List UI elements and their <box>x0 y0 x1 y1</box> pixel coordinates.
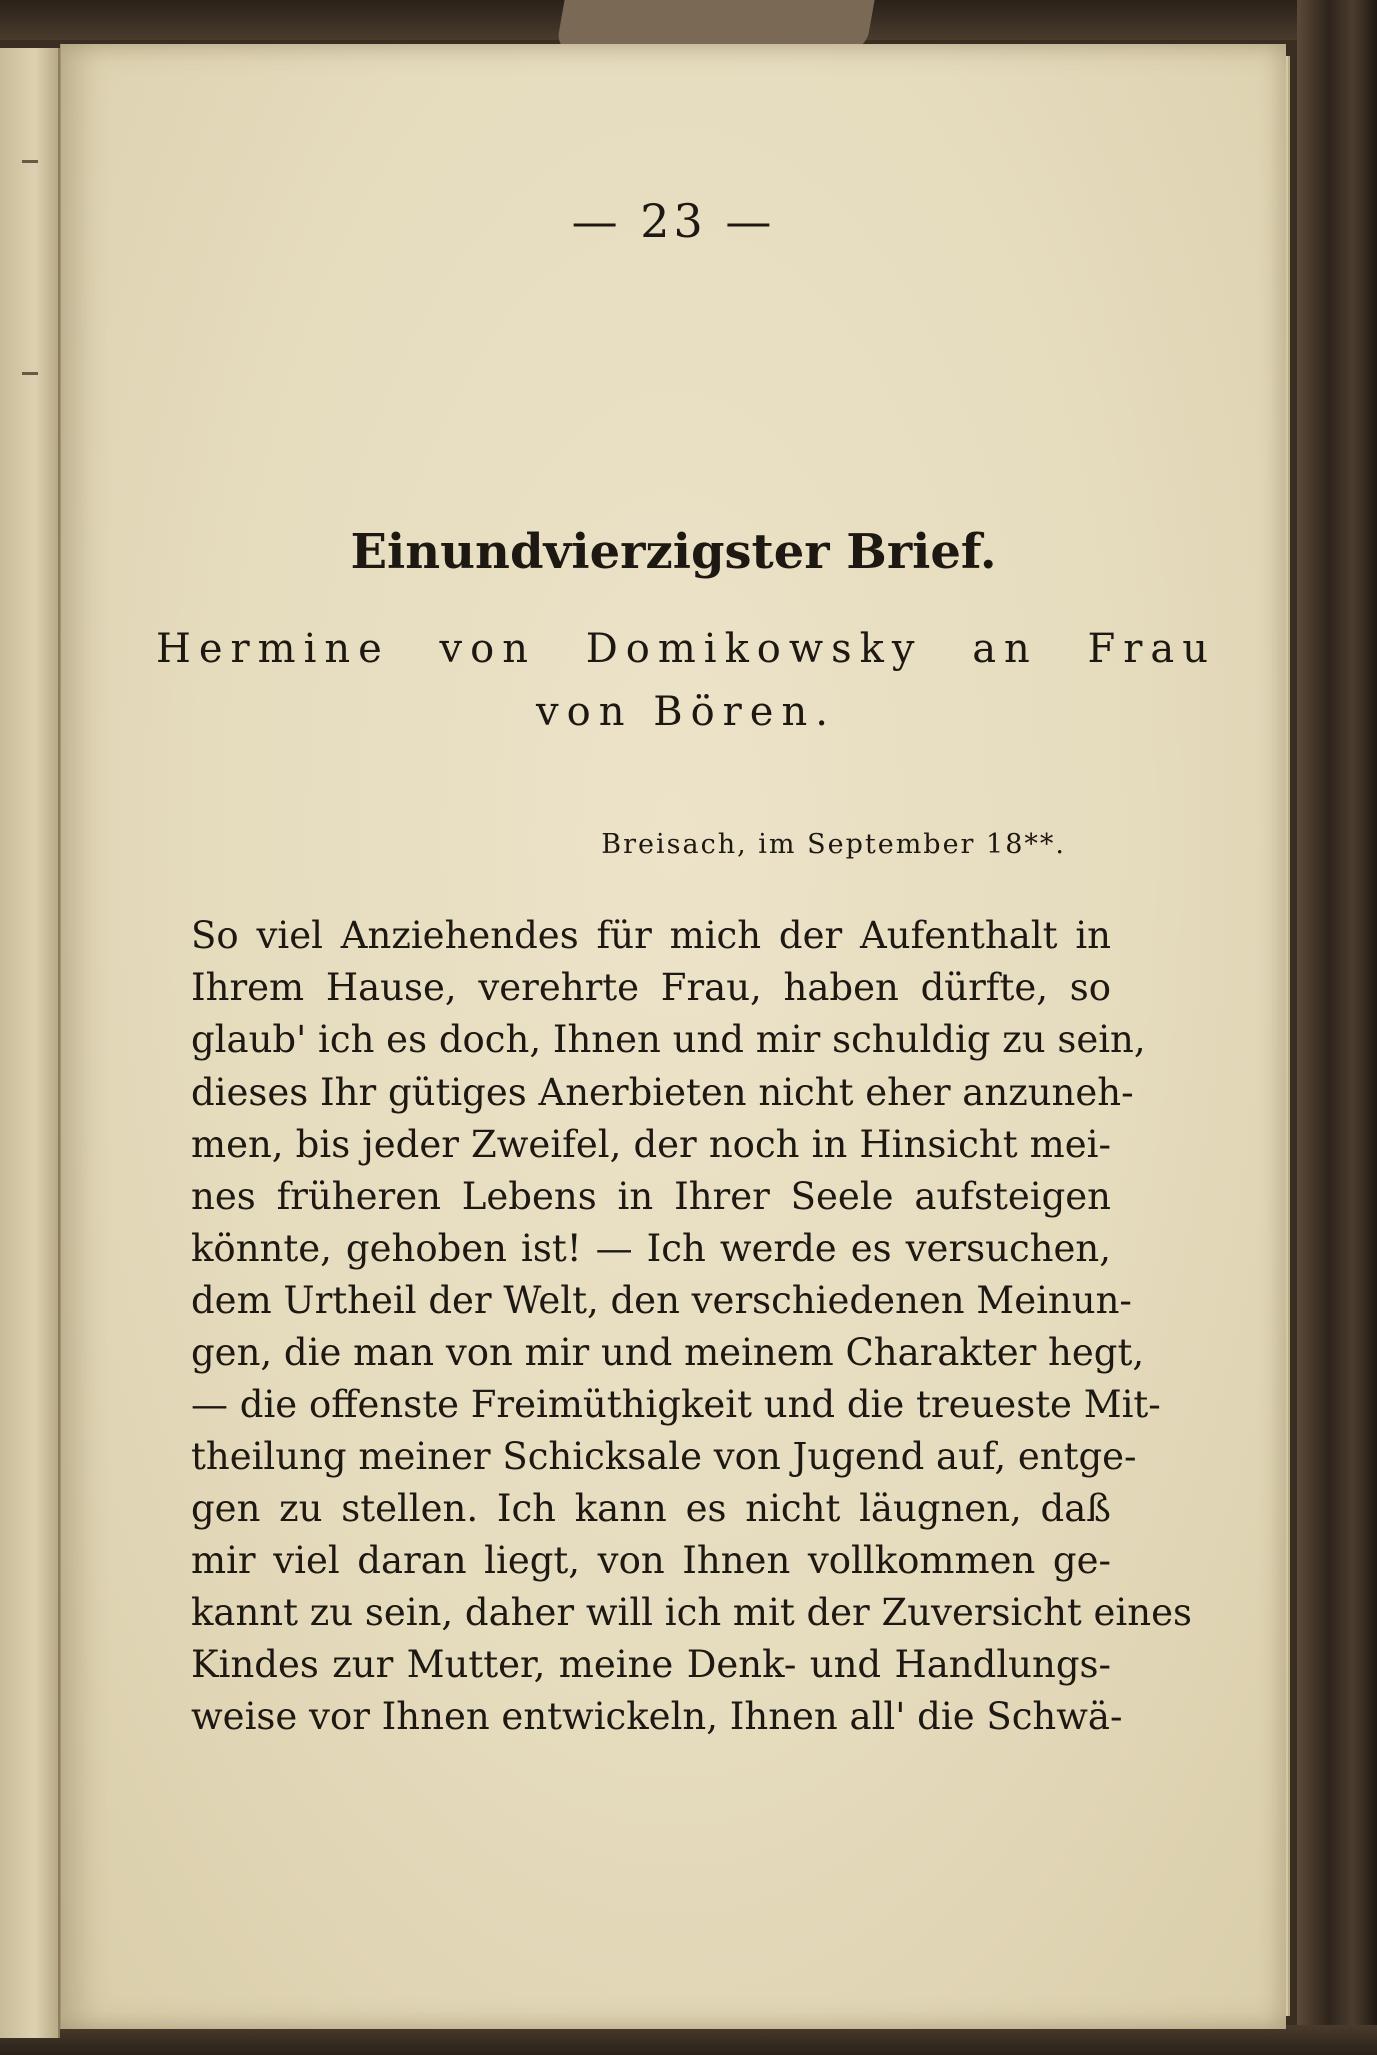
book-page <box>60 44 1286 2029</box>
body-line: — die offenste Freimüthigkeit und die treueste Mit- <box>191 1383 1161 1426</box>
margin-mark <box>22 372 38 375</box>
body-line: dieses Ihr gütiges Anerbieten nicht eher anzuneh- <box>191 1071 1134 1114</box>
body-line: theilung meiner Schicksale von Jugend auf, entge- <box>191 1435 1137 1478</box>
body-line: So viel Anziehendes für mich der Aufenthalt in <box>191 914 1111 957</box>
body-line: könnte, gehoben ist! — Ich werde es versuchen, <box>191 1227 1111 1270</box>
body-line: gen zu stellen. Ich kann es nicht läugnen, daß <box>191 1487 1111 1530</box>
body-line: weise vor Ihnen entwickeln, Ihnen all' die Schwä- <box>191 1695 1123 1738</box>
body-line: kannt zu sein, daher will ich mit der Zuversicht eines <box>191 1591 1192 1634</box>
letter-recipient-line-1: Hermine von Domikowsky an Frau <box>156 626 1216 672</box>
letter-dateline: Breisach, im September 18**. <box>601 829 1066 860</box>
book-cover-right-edge <box>1297 0 1377 2055</box>
margin-mark <box>22 160 38 163</box>
page-text <box>61 44 1286 2029</box>
body-line: Kindes zur Mutter, meine Denk- und Handlungs- <box>191 1643 1111 1686</box>
previous-page-edge <box>0 48 60 2038</box>
body-line: mir viel daran liegt, von Ihnen vollkommen ge- <box>191 1539 1111 1582</box>
book-cover-bottom-edge <box>0 2025 1377 2055</box>
body-line: gen, die man von mir und meinem Charakter hegt, <box>191 1331 1145 1374</box>
letter-heading: Einundvierzigster Brief. <box>350 524 997 580</box>
body-line: nes früheren Lebens in Ihrer Seele aufsteigen <box>191 1175 1111 1218</box>
letter-recipient-line-2: von Bören. <box>536 689 836 735</box>
body-line: Ihrem Hause, verehrte Frau, haben dürfte, so <box>191 966 1111 1009</box>
page-number: — 23 — <box>571 194 776 248</box>
body-line: dem Urtheil der Welt, den verschiedenen Meinun- <box>191 1279 1132 1322</box>
body-line: men, bis jeder Zweifel, der noch in Hinsicht mei- <box>191 1123 1111 1166</box>
body-line: glaub' ich es doch, Ihnen und mir schuldig zu sein, <box>191 1018 1146 1061</box>
